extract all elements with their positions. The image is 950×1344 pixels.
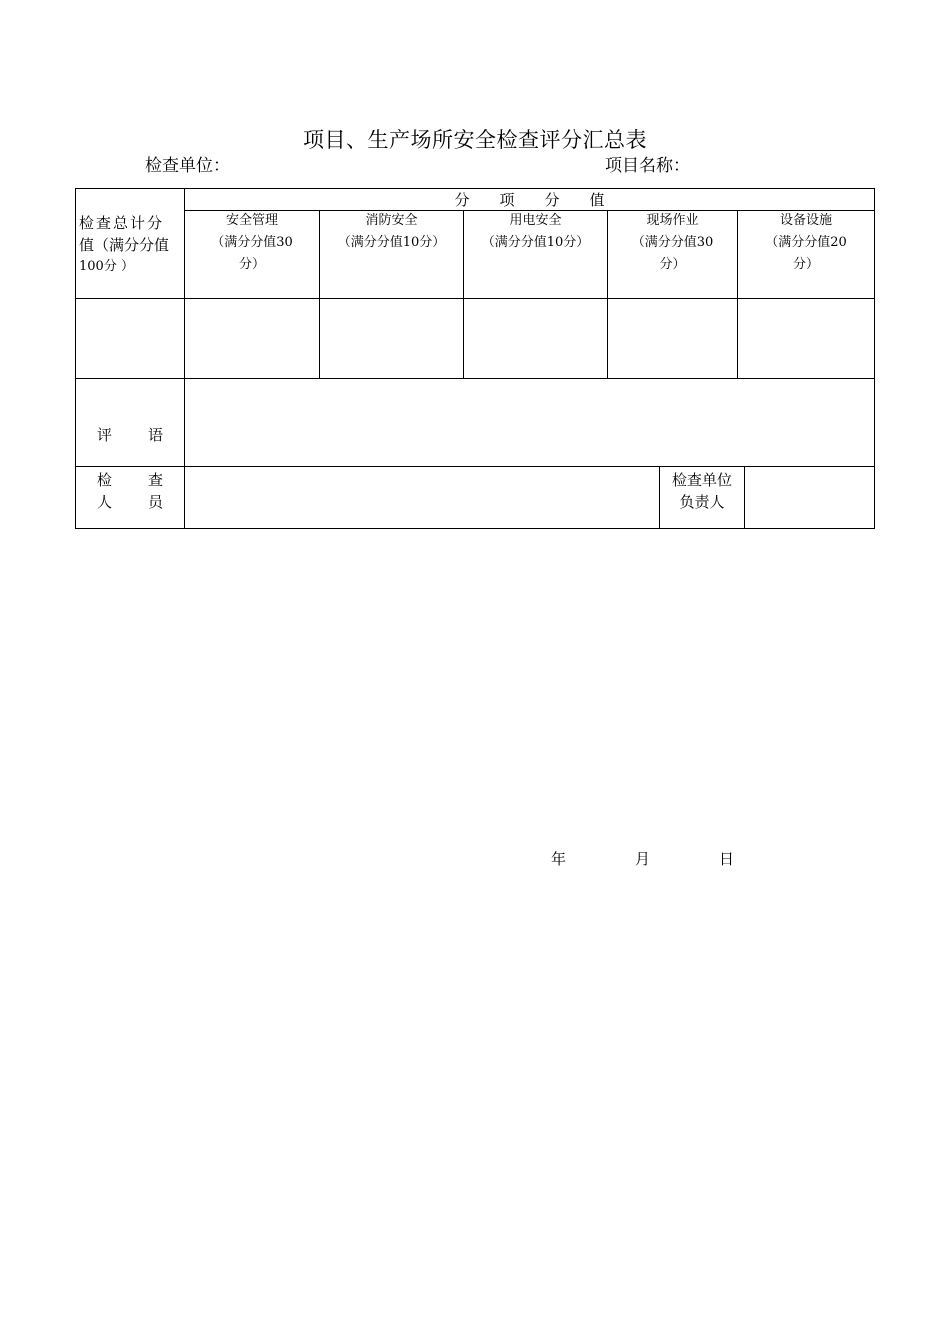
column-header-fire-safety [320, 210, 463, 254]
column-note: 分） [238, 257, 265, 272]
score-cell-equipment-facilities[interactable] [738, 299, 874, 378]
column-name: 现场作业 [646, 213, 699, 228]
total-score-cell[interactable] [76, 299, 184, 378]
date-month-label: 月 [635, 850, 651, 868]
inspector-label-part1: 检 [97, 471, 113, 489]
column-name: 用电安全 [509, 213, 562, 228]
responsible-person-label [660, 469, 744, 513]
column-name: 设备设施 [779, 213, 832, 228]
column-name: 消防安全 [365, 213, 418, 228]
inspector-label-part2: 查 [148, 471, 164, 489]
date-year-label: 年 [551, 850, 567, 868]
table-border-right [874, 188, 875, 529]
column-header-site-operations [608, 210, 737, 276]
responsible-line2: 负责人 [679, 493, 725, 511]
page-title: 项目、生产场所安全检查评分汇总表 [303, 128, 647, 152]
column-header-electrical-safety [464, 210, 607, 254]
inspection-unit-label: 检查单位： [145, 156, 230, 176]
subitem-score-header: 分 项 分 值 [454, 191, 605, 209]
score-cell-safety-management[interactable] [185, 299, 319, 378]
total-header-line1: 检查总计分 [79, 214, 165, 232]
score-cell-fire-safety[interactable] [320, 299, 463, 378]
comment-label-part2: 语 [148, 426, 164, 444]
responsible-line1: 检查单位 [671, 471, 732, 489]
inspector-cell[interactable] [185, 467, 659, 528]
total-score-header [79, 212, 179, 278]
score-cell-electrical-safety[interactable] [464, 299, 607, 378]
inspector-label-part4: 员 [148, 493, 164, 511]
column-note: 分） [659, 257, 686, 272]
column-header-equipment-facilities [738, 210, 874, 276]
score-summary-table [75, 188, 875, 529]
column-note: （满分分值10分） [337, 235, 446, 250]
column-note: 分） [792, 257, 819, 272]
date-day-label: 日 [719, 850, 735, 868]
total-header-line3: 100分 ） [79, 259, 134, 274]
comment-cell[interactable] [185, 379, 874, 466]
column-note: （满分分值20 [765, 235, 847, 250]
column-note: （满分分值30 [631, 235, 714, 250]
comment-label-part1: 评 [97, 426, 113, 444]
column-note: （满分分值30 [211, 235, 293, 250]
score-cell-site-operations[interactable] [608, 299, 737, 378]
inspector-label-part3: 人 [97, 493, 113, 511]
responsible-person-cell[interactable] [745, 467, 874, 528]
total-header-line2: 值（满分分值 [79, 236, 170, 254]
column-name: 安全管理 [225, 213, 278, 228]
column-note: （满分分值10分） [481, 235, 590, 250]
column-header-safety-management [185, 210, 319, 276]
table-border-bottom [75, 528, 875, 529]
project-name-label: 项目名称： [605, 156, 690, 176]
